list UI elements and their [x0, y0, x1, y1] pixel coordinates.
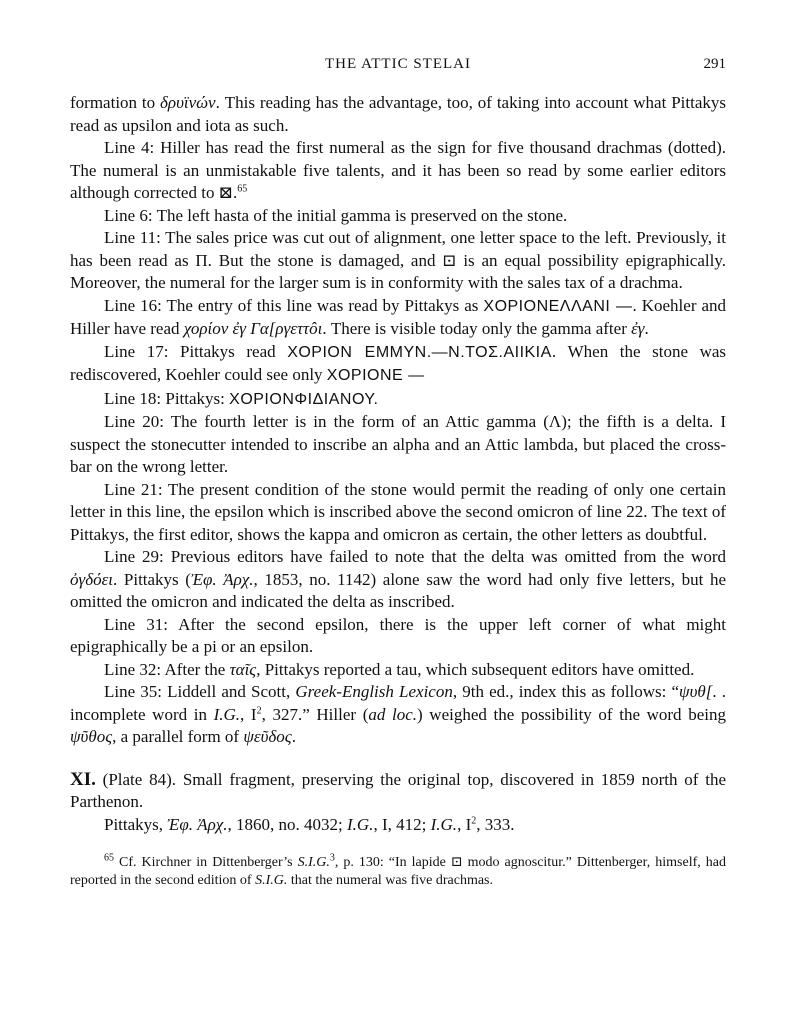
section-heading: XI. (Plate 84). Small fragment, preserving the original top, discovered in 1859 north of the Parthenon. [70, 768, 726, 811]
running-title: THE ATTIC STELAI [325, 56, 471, 72]
page [70, 52, 726, 890]
section-xi [70, 769, 726, 837]
note-line-16: Line 16: The entry of this line was read by Pittakys as ΧΟΡΙΟΝΕΛΛΑΝΙ —. Koehler and Hiller have read χορίον ἐγ Γα[ργεττôι. There is visible today only the gamma after ἐγ. [70, 295, 726, 338]
body-text [70, 92, 726, 836]
page-number: 291 [703, 56, 726, 72]
note-line-31: Line 31: After the second epsilon, there is the upper left corner of what might epigraphically be a pi or an epsilon. [70, 614, 726, 656]
footnote-65: $^{65}$ Cf. Kirchner in Dittenberger’s S.I.G.$^3$, p. 130: “In lapide ⊡ modo agnoscitur.” Dittenberger, himself, had reported in the second edition of S.I.G. that the numeral was five drachmas. [70, 852, 726, 888]
footnote-ref: 65 [237, 183, 248, 195]
numeral-sign: ⊠ [218, 183, 233, 202]
numeral-sign: ⊡ [450, 855, 463, 870]
note-line-18: Line 18: Pittakys: ΧΟΡΙΟΝΦΙΔΙΑΝΟΥ. [104, 388, 379, 408]
section-number: XI. [70, 768, 96, 790]
note-line-32: Line 32: After the ταῖς, Pittakys reported a tau, which subsequent editors have omitted. [104, 659, 695, 679]
note-line-21: Line 21: The present condition of the stone would permit the reading of only one certain letter in this line, the epsilon which is inscribed above the second omicron of line 22. The text of Pittakys, the first editor, shows the kappa and omicron as certain, the other letters as doubtful. [70, 479, 726, 544]
note-line-17: Line 17: Pittakys read ΧΟΡΙΟΝ ΕΜΜΥΝ.—Ν.ΤΟΣ.ΑΙΙΚΙΑ. When the stone was rediscovered, Koehler could see only ΧΟΡΙΟΝΕ — [70, 341, 727, 384]
section-references: Pittakys, Ἐφ. Ἀρχ., 1860, no. 4032; I.G., I, 412; I.G., $I^2$, 333. [104, 814, 515, 834]
numeral-sign: Π [195, 250, 208, 270]
note-line-6: Line 6: The left hasta of the initial gamma is preserved on the stone. [104, 205, 568, 225]
note-line-29: Line 29: Previous editors have failed to note that the delta was omitted from the word ὀγδόει. Pittakys (Ἐφ. Ἀρχ., 1853, no. 1142) alone saw the word had only five letters, but he omitted the omicron and indicated the delta as inscribed. [70, 547, 726, 611]
numeral-sign: ⊡ [442, 250, 457, 270]
note-line-35: Line 35: Liddell and Scott, Greek-English Lexicon, 9th ed., index this as follows: “ψυθ[. . incomplete word in I.G., $I^2$, 327.” Hiller (ad loc.) weighed the possibility of the word being ψῦθος, a parallel form of ψεῦδος. [70, 682, 727, 746]
note-line-20: Line 20: The fourth letter is in the form of an Attic gamma (Λ); the fifth is a delta. I suspect the stonecutter intended to inscribe an alpha and an Attic lambda, but placed the cross-bar on the wrong letter. [70, 412, 726, 476]
note-line-4: Line 4: Hiller has read the first numeral as the sign for five thousand drachmas (dotted). The numeral is an unmistakable five talents, and it has been so read by some earlier editors although corrected to ⊠.$^{65}$ [70, 138, 726, 202]
footnote-marker: 65 [104, 852, 114, 864]
running-head [70, 52, 726, 76]
paragraph-continuation: formation to δρυϊνών. This reading has the advantage, too, of taking into account what Pittakys read as upsilon and iota as such. [70, 93, 726, 135]
note-line-11: Line 11: The sales price was cut out of alignment, one letter space to the left. Previously, it has been read as Π. But the stone is damaged, and ⊡ is an equal possibility epigraphically. Moreover, the numeral for the larger sum is in conformity with the sales tax of a drachma. [70, 228, 726, 292]
